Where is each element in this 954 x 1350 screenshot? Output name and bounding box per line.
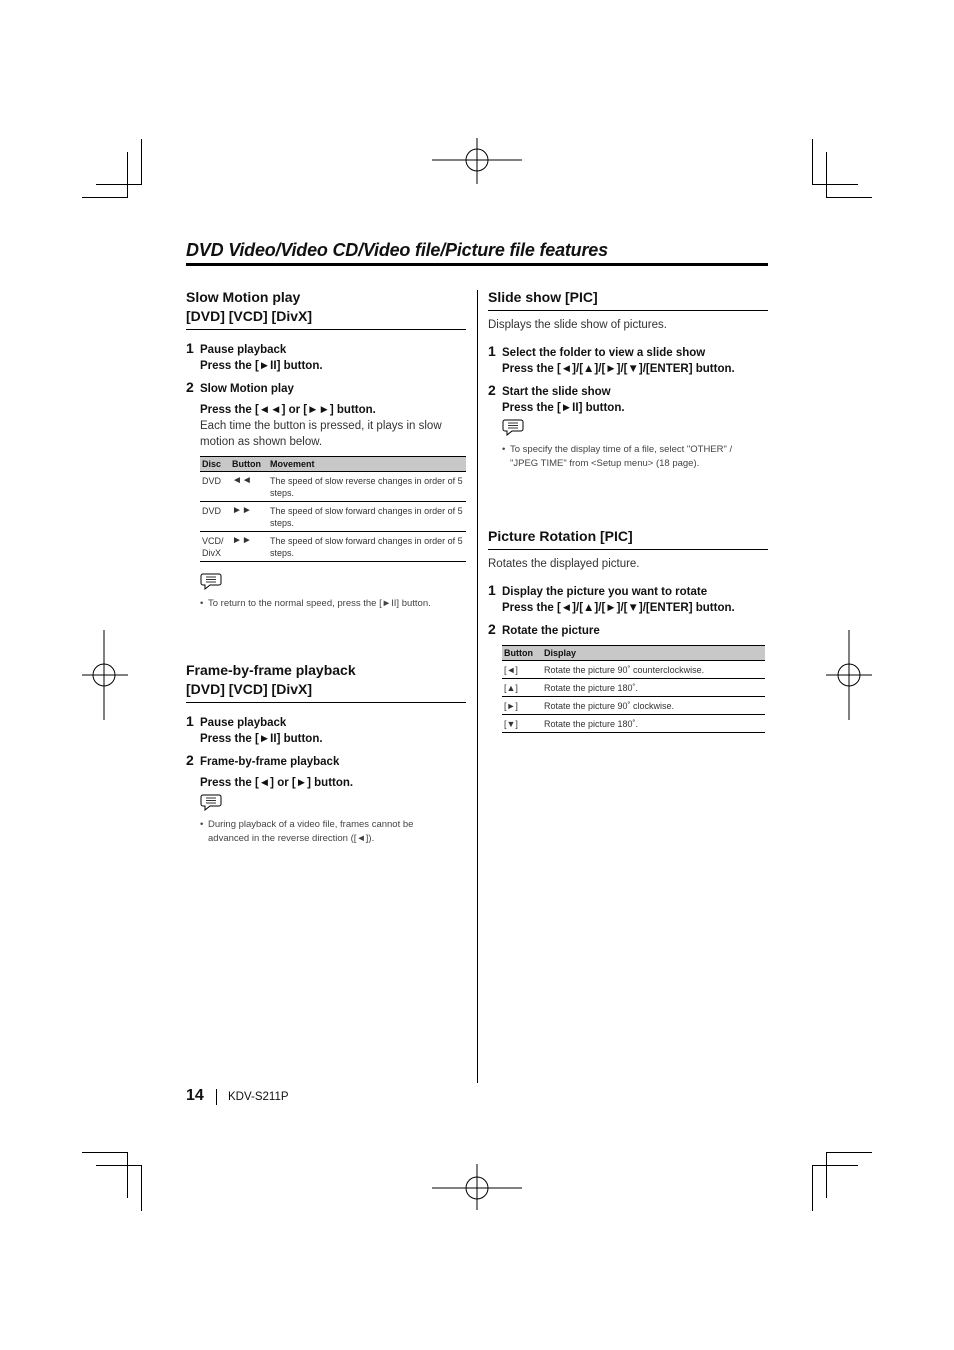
frame-note: • During playback of a video file, frames cannot be advanced in the reverse direction ([◄]). [200, 819, 414, 844]
table-row: DVD ◄◄ The speed of slow reverse changes in order of 5 steps. [200, 472, 466, 502]
model-name: KDV-S211P [228, 1091, 289, 1103]
slide-note: • To specify the display time of a file, select "OTHER" / "JPEG TIME" from <Setup menu> (18 page). [502, 444, 733, 469]
frame-step-2: 2 Frame-by-frame playback Press the [◄] or [►] button. [186, 752, 354, 789]
note-icon [200, 793, 466, 816]
rotation-step-1: 1 Display the picture you want to rotate Press the [◄]/[▲]/[►]/[▼]/[ENTER] button. [488, 582, 735, 614]
column-divider [477, 290, 478, 1083]
page-number: 14 [186, 1087, 204, 1104]
rotation-table: Button Display [◄] Rotate the picture 90˚ counterclockwise. [▲] Rotate the picture 180˚. [►] Rotate the picture 90˚ clockwise. [▼] Rotate the picture 180˚. [502, 645, 765, 733]
picture-rotation-title: Picture Rotation [PIC] [488, 527, 768, 550]
slow-motion-step-2: 2 Slow Motion play Press the [◄◄] or [►►] button. Each time the button is pressed, it plays in slow motion as shown below. [186, 379, 442, 448]
table-row: [▼] Rotate the picture 180˚. [502, 715, 765, 733]
table-row: [►] Rotate the picture 90˚ clockwise. [502, 697, 765, 715]
slow-motion-title: Slow Motion play [DVD] [VCD] [DivX] [186, 288, 466, 330]
note-icon [200, 572, 466, 595]
slide-step-1: 1 Select the folder to view a slide show Press the [◄]/[▲]/[►]/[▼]/[ENTER] button. [488, 343, 735, 375]
picture-rotation-desc: Rotates the displayed picture. [488, 558, 640, 570]
table-row: VCD/ DivX ►► The speed of slow forward changes in order of 5 steps. [200, 532, 466, 562]
footer-separator [216, 1089, 217, 1105]
frame-step-1: 1 Pause playback Press the [►II] button. [186, 713, 323, 745]
left-column [186, 288, 466, 846]
slow-motion-note: • To return to the normal speed, press the [►II] button. [200, 598, 431, 609]
table-row: [◄] Rotate the picture 90˚ counterclockwise. [502, 661, 765, 679]
frame-by-frame-title: Frame-by-frame playback [DVD] [VCD] [DivX] [186, 661, 466, 703]
slide-step-2: 2 Start the slide show Press the [►II] button. [488, 382, 625, 414]
note-icon [502, 418, 768, 441]
table-row: [▲] Rotate the picture 180˚. [502, 679, 765, 697]
slow-motion-step-1: 1 Pause playback Press the [►II] button. [186, 340, 323, 372]
slide-show-title: Slide show [PIC] [488, 288, 768, 311]
right-column [488, 288, 768, 733]
page-title: DVD Video/Video CD/Video file/Picture file features [186, 240, 768, 266]
rotation-step-2: 2 Rotate the picture [488, 621, 600, 637]
table-row: DVD ►► The speed of slow forward changes in order of 5 steps. [200, 502, 466, 532]
slow-motion-table: Disc Button Movement DVD ◄◄ The speed of slow reverse changes in order of 5 steps. DVD ►► The speed of slow forward changes in order of 5 steps. VCD/ DivX ►► The speed of slow forward changes in order of 5 steps. [200, 456, 466, 562]
slide-show-desc: Displays the slide show of pictures. [488, 319, 667, 331]
